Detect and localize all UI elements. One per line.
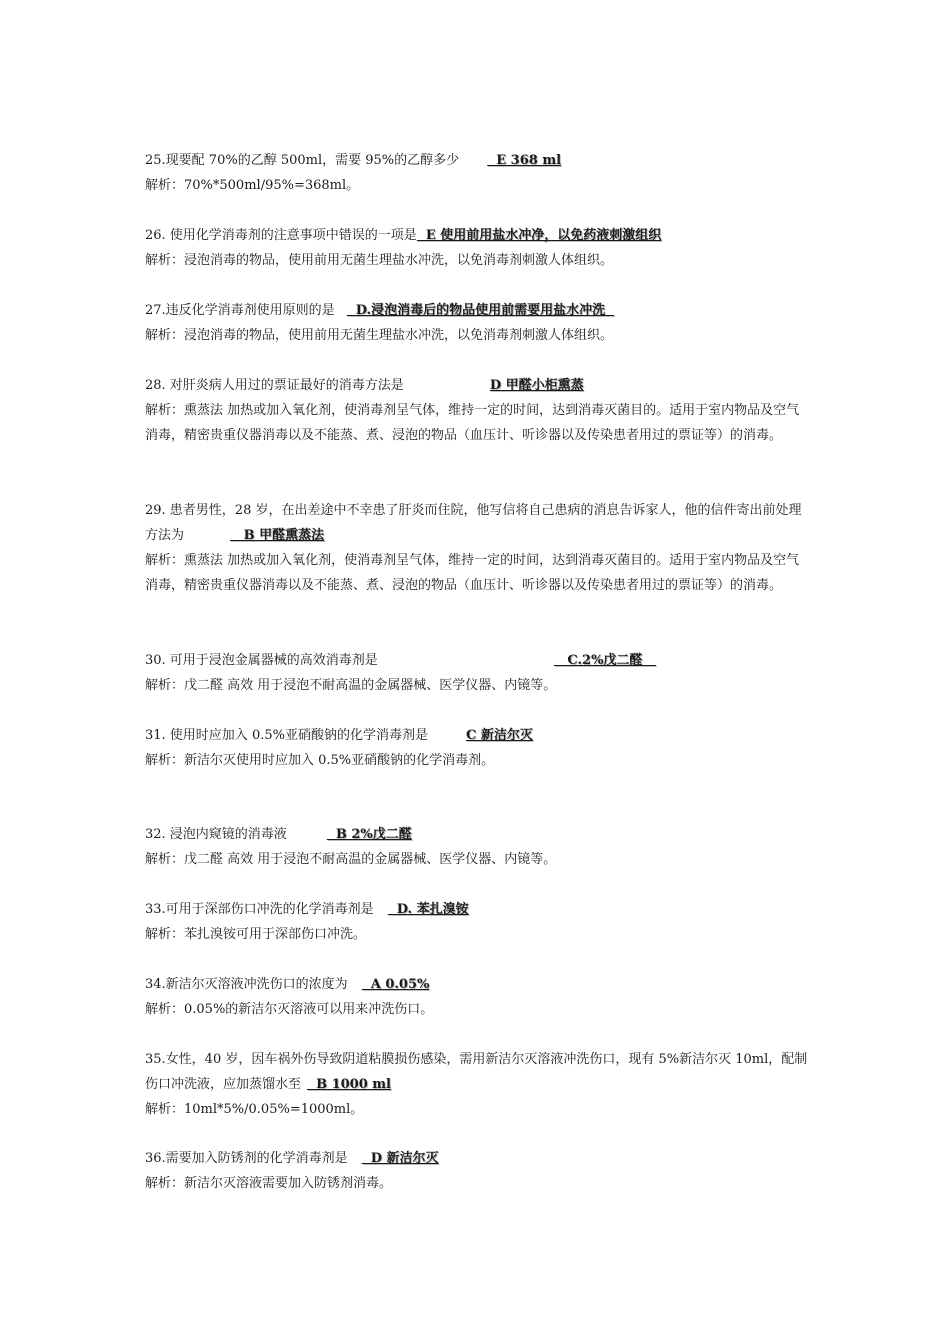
question-26 [145, 223, 810, 273]
answer: C.2%戊二醛 [553, 653, 657, 668]
answer: E 使用前用盐水冲净，以免药液刺激组织 [416, 228, 662, 243]
question-text: 33.可用于深部伤口冲洗的化学消毒剂是 D. 苯扎溴铵 [145, 902, 469, 917]
question-28 [145, 373, 810, 448]
answer: C 新洁尔灭 [465, 728, 533, 743]
answer: E 368 ml [487, 153, 562, 168]
answer: D 新洁尔灭 [361, 1151, 439, 1166]
analysis: 解析：戊二醛 高效 用于浸泡不耐高温的金属器械、医学仪器、内镜等。 [145, 678, 557, 693]
analysis: 解析：0.05%的新洁尔灭溶液可以用来冲洗伤口。 [145, 1002, 434, 1017]
analysis: 解析：10ml*5%/0.05%=1000ml。 [145, 1102, 364, 1117]
analysis: 解析：苯扎溴铵可用于深部伤口冲洗。 [145, 927, 367, 942]
analysis: 解析：熏蒸法 加热或加入氧化剂，使消毒剂呈气体，维持一定的时间，达到消毒灭菌目的。适用于室内物品及空气消毒，精密贵重仪器消毒以及不能蒸、煮、浸泡的物品（血压计、听诊器以及传染患者用过的票证等）的消毒。 [145, 553, 800, 593]
question-text: 26. 使用化学消毒剂的注意事项中错误的一项是 E 使用前用盐水冲净，以免药液刺激组织 [145, 228, 662, 243]
question-30 [145, 648, 810, 698]
question-text: 31. 使用时应加入 0.5%亚硝酸钠的化学消毒剂是 C 新洁尔灭 [145, 728, 533, 743]
question-31 [145, 723, 810, 773]
question-29 [145, 498, 810, 598]
answer: B 2%戊二醛 [326, 827, 412, 842]
question-text: 25.现要配 70%的乙醇 500ml，需要 95%的乙醇多少 E 368 ml [145, 153, 562, 168]
question-25 [145, 148, 810, 198]
question-text: 35.女性，40 岁，因车祸外伤导致阴道粘膜损伤感染，需用新洁尔灭溶液冲洗伤口，现有 5%新洁尔灭 10ml，配制伤口冲洗液，应加蒸馏水至 B 1000 ml [145, 1052, 808, 1092]
analysis: 解析：浸泡消毒的物品，使用前用无菌生理盐水冲洗，以免消毒剂刺激人体组织。 [145, 328, 614, 343]
analysis: 解析：新洁尔灭溶液需要加入防锈剂消毒。 [145, 1176, 393, 1191]
question-27 [145, 298, 810, 348]
answer: A 0.05% [361, 977, 430, 992]
question-36 [145, 1146, 810, 1196]
question-32 [145, 822, 810, 872]
analysis: 解析：新洁尔灭使用时应加入 0.5%亚硝酸钠的化学消毒剂。 [145, 753, 495, 768]
question-text: 28. 对肝炎病人用过的票证最好的消毒方法是 D 甲醛小柜熏蒸 [145, 378, 584, 393]
question-text: 29. 患者男性，28 岁，在出差途中不幸患了肝炎而住院，他写信将自己患病的消息告诉家人，他的信件寄出前处理方法为 B 甲醛熏蒸法 [145, 503, 802, 543]
analysis: 解析：70%*500ml/95%=368ml。 [145, 178, 360, 193]
answer: B 1000 ml [307, 1077, 391, 1092]
question-text: 30. 可用于浸泡金属器械的高效消毒剂是 C.2%戊二醛 [145, 653, 657, 668]
question-text: 36.需要加入防锈剂的化学消毒剂是 D 新洁尔灭 [145, 1151, 439, 1166]
answer: D 甲醛小柜熏蒸 [489, 378, 584, 393]
answer: B 甲醛熏蒸法 [230, 528, 325, 543]
answer: D. 苯扎溴铵 [387, 902, 469, 917]
question-text: 34.新洁尔灭溶液冲洗伤口的浓度为 A 0.05% [145, 977, 430, 992]
analysis: 解析：浸泡消毒的物品，使用前用无菌生理盐水冲洗，以免消毒剂刺激人体组织。 [145, 253, 614, 268]
question-33 [145, 897, 810, 947]
question-text: 32. 浸泡内窥镜的消毒液 B 2%戊二醛 [145, 827, 412, 842]
question-34 [145, 972, 810, 1022]
question-35 [145, 1047, 810, 1122]
answer: D.浸泡消毒后的物品使用前需要用盐水冲洗 [346, 303, 615, 318]
analysis: 解析：戊二醛 高效 用于浸泡不耐高温的金属器械、医学仪器、内镜等。 [145, 852, 557, 867]
question-text: 27.违反化学消毒剂使用原则的是 D.浸泡消毒后的物品使用前需要用盐水冲洗 [145, 303, 615, 318]
analysis: 解析：熏蒸法 加热或加入氧化剂，使消毒剂呈气体，维持一定的时间，达到消毒灭菌目的。适用于室内物品及空气消毒，精密贵重仪器消毒以及不能蒸、煮、浸泡的物品（血压计、听诊器以及传染患者用过的票证等）的消毒。 [145, 403, 800, 443]
